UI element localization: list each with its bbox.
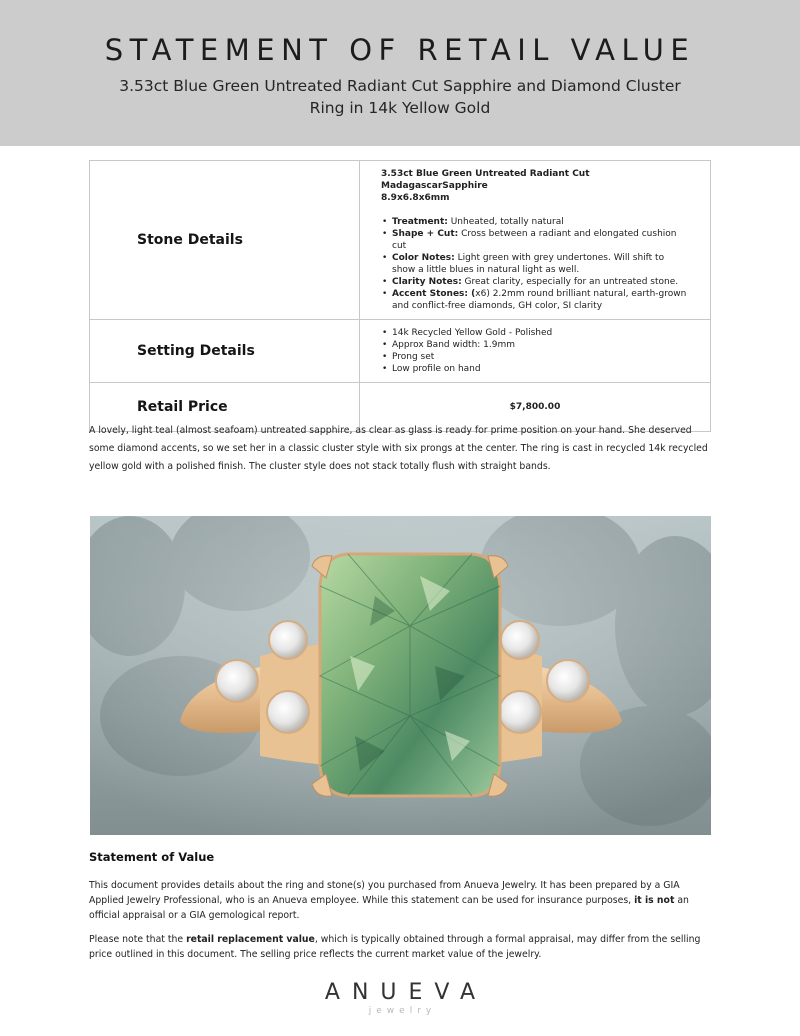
list-item	[381, 276, 689, 288]
list-item: • Low profile on hand	[381, 363, 689, 375]
item-value: Cross between a radiant and elongated cushion cut	[392, 229, 677, 251]
item-value: x6) 2.2mm round brilliant natural, earth-grown and conflict-free diamonds, GH color, SI clarity	[392, 289, 687, 311]
item-value: Great clarity, especially for an untreated stone.	[461, 277, 679, 287]
list-item	[381, 288, 689, 312]
item-key: Accent Stones: (	[392, 289, 476, 299]
text-run: This document provides details about the ring and stone(s) you purchased from Anueva Jewelry. It has been prepared by a GIA Applied Jewelry Professional, who is an Anueva employee. While this statement can be used for insurance purposes,	[89, 880, 680, 906]
item-key: Clarity Notes:	[392, 277, 462, 287]
setting-details-list	[381, 327, 689, 375]
ring-illustration	[90, 516, 711, 835]
stone-title-line2: 8.9x6.8x6mm	[381, 193, 450, 203]
list-item: • 14k Recycled Yellow Gold - Polished	[381, 327, 689, 339]
list-item	[381, 216, 689, 228]
anueva-logo	[0, 980, 800, 1016]
retail-price-label: Retail Price	[90, 383, 360, 432]
setting-details-row	[90, 320, 711, 383]
retail-price-value: $7,800.00	[360, 383, 711, 432]
text-run: an official appraisal or a GIA gemological report.	[89, 895, 689, 921]
details-table	[89, 160, 711, 432]
ring-description: A lovely, light teal (almost seafoam) untreated sapphire, as clear as glass is ready for prime position on your hand. She deserved some diamond accents, so we set her in a classic cluster style with six prongs at the center. The ring is cast in recycled 14k recycled yellow gold with a polished finish. The cluster style does not stack totally flush with straight bands.	[89, 425, 708, 472]
stone-details-list	[381, 216, 689, 312]
document-title: STATEMENT OF RETAIL VALUE	[104, 33, 696, 67]
setting-details-label: Setting Details	[90, 320, 360, 383]
statement-paragraph-2	[89, 932, 714, 962]
item-key: Color Notes:	[392, 253, 455, 263]
item-value: Light green with grey undertones. Will shift to show a little blues in natural light as well.	[392, 253, 665, 275]
stone-details-row	[90, 161, 711, 320]
list-item	[381, 228, 689, 252]
setting-details-value	[360, 320, 711, 383]
statement-paragraph-1	[89, 878, 714, 923]
center-sapphire	[320, 554, 500, 796]
item-key: Shape + Cut:	[392, 229, 459, 239]
item-key: Treatment:	[392, 217, 448, 227]
text-run-bold: it is not	[634, 895, 675, 906]
logo-subtext: jewelry	[368, 1006, 437, 1016]
statement-of-value-title: Statement of Value	[89, 850, 215, 864]
stone-title-line1: 3.53ct Blue Green Untreated Radiant Cut MadagascarSapphire	[381, 169, 590, 191]
text-run-bold: retail replacement value	[186, 934, 315, 945]
text-run: Please note that the	[89, 934, 187, 945]
stone-title	[381, 168, 689, 204]
list-item	[381, 252, 689, 276]
list-item: • Approx Band width: 1.9mm	[381, 339, 689, 351]
document-subtitle: 3.53ct Blue Green Untreated Radiant Cut Sapphire and Diamond Cluster Ring in 14k Yellow Gold	[119, 77, 681, 117]
list-item: • Prong set	[381, 351, 689, 363]
text-run: , which is typically obtained through a formal appraisal, may differ from the selling price outlined in this document. The selling price reflects the current market value of the jewelry.	[89, 934, 701, 960]
header-banner	[0, 0, 800, 146]
logo-wordmark: ANUEVA	[324, 980, 488, 1005]
stone-details-label: Stone Details	[90, 161, 360, 320]
item-value: Unheated, totally natural	[447, 217, 564, 227]
stone-details-value	[360, 161, 711, 320]
ring-photo	[90, 516, 711, 835]
